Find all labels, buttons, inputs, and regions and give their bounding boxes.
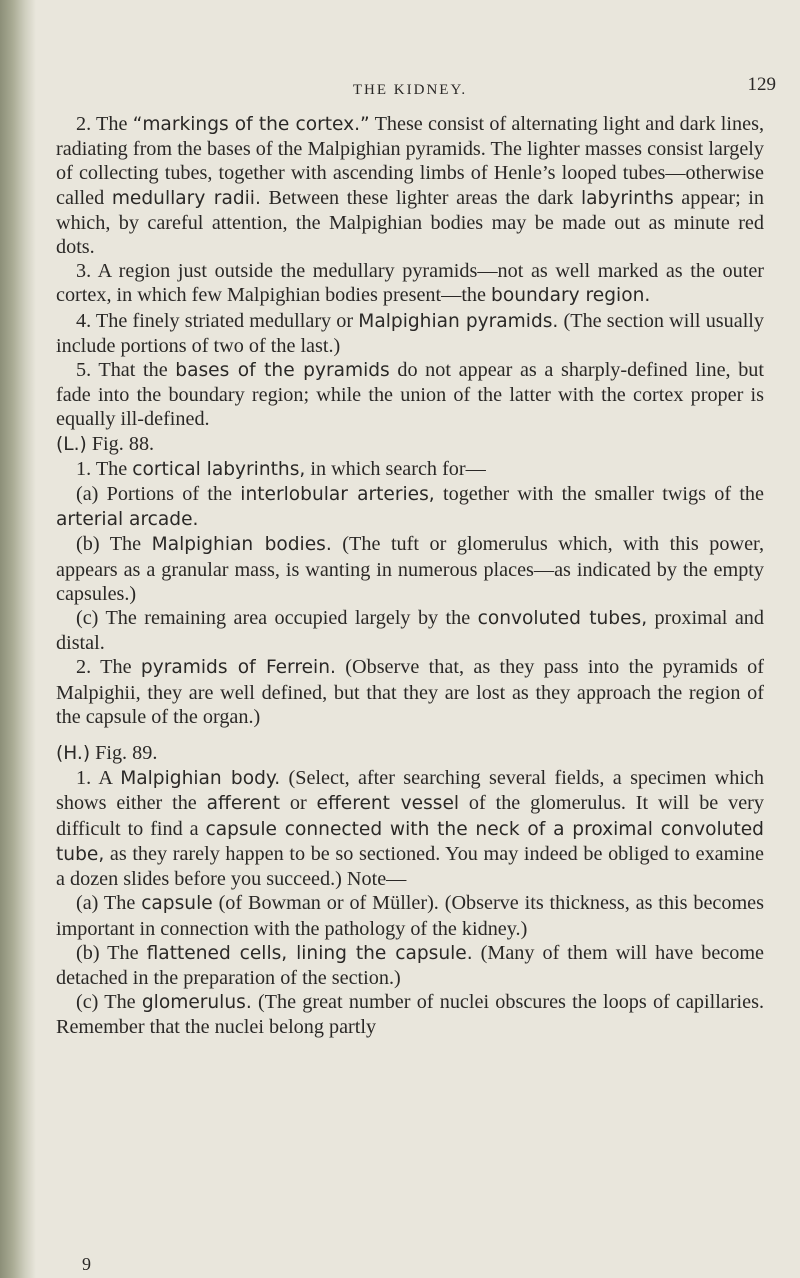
text-run: 1. The: [76, 457, 133, 480]
text-run: or: [280, 792, 317, 815]
signature-mark: 9: [82, 1254, 91, 1274]
key-term: efferent vessel: [316, 793, 460, 815]
text-run: Between these lighter areas the dark: [260, 186, 581, 209]
paragraph: [56, 309, 764, 358]
paragraph: [56, 457, 764, 482]
text-run: proximal and distal.: [56, 607, 764, 655]
key-term: Malpighian pyramids.: [358, 310, 559, 332]
text-run: These consist of alternating light and dark lines, radiating from the bases of the Malpighian pyramids. The lighter masses consist largely of collecting tubes, together with ascending limbs of Henle’s looped tubes—otherwise called: [56, 113, 764, 209]
text-run: (Many of them will have become detached in the preparation of the section.): [56, 941, 764, 989]
key-term: bases of the pyramids: [175, 360, 390, 382]
text-run: (The section will usually include portions of two of the last.): [56, 309, 765, 357]
key-term: (H.): [56, 743, 91, 765]
key-term: “markings of the cortex.”: [132, 114, 370, 135]
text-run: 2. The: [76, 113, 133, 135]
book-gutter-shadow: [0, 0, 36, 1278]
text-run: appear; in which, by careful attention, the Malpighian bodies may be made out as minute red dots.: [56, 186, 765, 259]
text-run: 2. The: [76, 656, 141, 679]
text-run: (a) The: [76, 892, 142, 915]
paragraph: [56, 606, 764, 655]
key-term: flattened cells, lining the capsule.: [146, 942, 473, 964]
key-term: medullary radii.: [111, 187, 261, 209]
paragraph: [56, 990, 764, 1039]
text-run: 3. A region just outside the medullary pyramids—not as well marked as the outer cortex, in which few Malpighian bodies present—the: [56, 260, 764, 307]
text-run: (c) The remaining area occupied largely by the: [76, 607, 478, 630]
text-run: together with the smaller twigs of the: [434, 483, 764, 506]
paragraph: [56, 259, 764, 308]
paragraph: [56, 112, 764, 259]
key-term: arterial arcade.: [56, 509, 199, 531]
paragraph: [56, 891, 764, 940]
figure-heading: [56, 741, 764, 766]
key-term: Malpighian bodies.: [151, 534, 332, 556]
text-run: 4. The finely striated medullary or: [76, 309, 359, 332]
paragraph: [56, 358, 764, 432]
running-head: THE KIDNEY.: [352, 82, 468, 98]
text-run: (The tuft or glomerulus which, with this power, appears as a granular mass, is wanting in numerous places—as indicated by the empty capsules.): [56, 533, 764, 605]
key-term: cortical labyrinths,: [132, 458, 306, 480]
key-term: convoluted tubes,: [477, 608, 648, 630]
key-term: Malpighian body.: [120, 768, 281, 790]
key-term: interlobular arteries,: [240, 484, 435, 506]
text-run: (b) The: [76, 941, 147, 964]
text-run: as they rarely happen to be so sectioned. You may indeed be obliged to examine a dozen slides before you succeed.) Note—: [56, 842, 764, 891]
text-run: in which search for—: [305, 457, 486, 480]
paragraph: [56, 766, 764, 891]
text-run: (of Bowman or of Müller). (Observe its thickness, as this becomes important in connection with the pathology of the kidney.): [56, 892, 764, 940]
text-run: of the glomerulus. It will be very difficult to find a: [56, 792, 764, 840]
text-run: (a) Portions of the: [76, 483, 241, 506]
key-term: glomerulus.: [141, 992, 252, 1014]
text-run: (c) The: [76, 991, 142, 1014]
key-term: capsule connected with the neck of a proximal convoluted tube,: [56, 818, 764, 865]
text-run: do not appear as a sharply-defined line, but fade into the boundary region; while the union of the latter with the cortex proper is equally ill-defined.: [56, 359, 764, 431]
text-run: (Observe that, as they pass into the pyramids of Malpighii, they are well defined, but that they are lost as they approach the region of the capsule of the organ.): [56, 656, 764, 728]
paragraph: [56, 941, 764, 990]
key-term: capsule: [141, 893, 213, 915]
paragraph: [56, 482, 764, 532]
text-run: Fig. 88.: [86, 432, 155, 455]
body-text: [56, 112, 764, 1040]
figure-heading: [56, 432, 764, 457]
text-run: Fig. 89.: [90, 742, 158, 765]
page-number: 129: [747, 74, 776, 95]
key-term: afferent: [206, 793, 281, 815]
key-term: (L.): [56, 433, 87, 455]
key-term: labyrinths: [580, 187, 674, 209]
book-page: [56, 0, 776, 1278]
key-term: boundary region.: [491, 285, 651, 307]
text-run: 5. That the: [76, 359, 176, 382]
text-run: (Select, after searching several fields, a specimen which shows either the: [56, 767, 764, 815]
text-run: (The great number of nuclei obscures the loops of capillaries. Remember that the nuclei belong partly: [56, 991, 764, 1039]
text-run: 1. A: [76, 767, 121, 790]
text-run: (b) The: [76, 533, 152, 556]
paragraph: [56, 655, 764, 729]
key-term: pyramids of Ferrein.: [140, 657, 336, 679]
paragraph: [56, 532, 764, 606]
